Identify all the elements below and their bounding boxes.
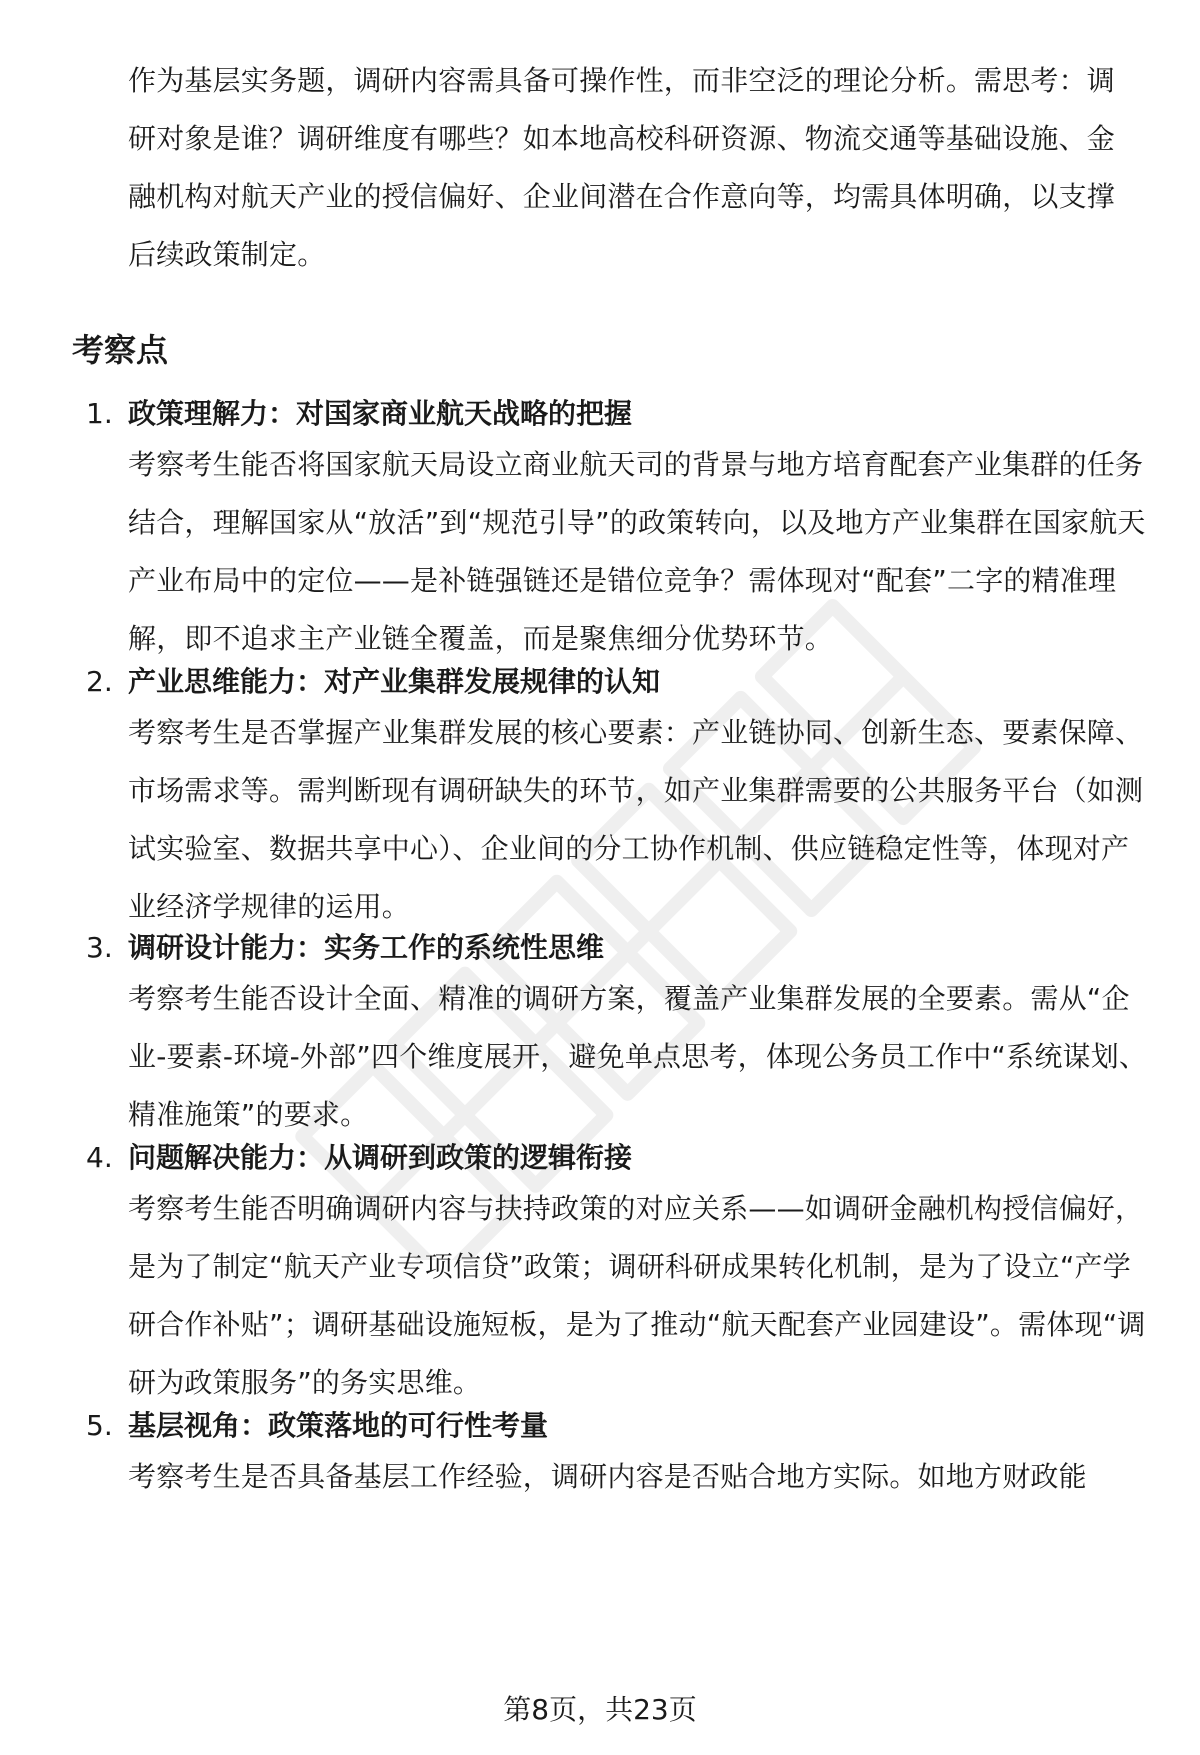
list-item-title: 调研设计能力：实务工作的系统性思维 — [128, 931, 605, 964]
list-item-title: 问题解决能力：从调研到政策的逻辑衔接 — [128, 1141, 633, 1174]
list-item-number: 5. — [86, 1409, 113, 1442]
list-item-body: 考察考生能否明确调研内容与扶持政策的对应关系——如调研金融机构授信偏好，是为了制定“航天产业专项信贷”政策；调研科研成果转化机制，是为了设立“产学研合作补贴”；调研基础设施短板，是为了推动“航天配套产业园建设”。需体现“调研为政策服务”的务实思维。 — [128, 1192, 1146, 1399]
page-number-footer: 第8页，共23页 — [503, 1693, 697, 1726]
list-item-number: 1. — [86, 397, 113, 430]
list-item-number: 2. — [86, 665, 113, 698]
list-item-title: 基层视角：政策落地的可行性考量 — [128, 1409, 549, 1442]
list-item-number: 4. — [86, 1141, 113, 1174]
section-heading: 考察点 — [72, 331, 169, 369]
list-item-body: 考察考生能否将国家航天局设立商业航天司的背景与地方培育配套产业集群的任务结合，理解国家从“放活”到“规范引导”的政策转向，以及地方产业集群在国家航天产业布局中的定位——是补链强链还是错位竞争？需体现对“配套”二字的精准理解，即不追求主产业链全覆盖，而是聚焦细分优势环节。 — [128, 448, 1146, 655]
list-item-body: 考察考生是否具备基层工作经验，调研内容是否贴合地方实际。如地方财政能 — [128, 1460, 1087, 1493]
list-item-body: 考察考生能否设计全面、精准的调研方案，覆盖产业集群发展的全要素。需从“企业-要素-环境-外部”四个维度展开，避免单点思考，体现公务员工作中“系统谋划、精准施策”的要求。 — [128, 982, 1148, 1131]
list-item-title: 产业思维能力：对产业集群发展规律的认知 — [128, 665, 661, 698]
list-item-body: 考察考生是否掌握产业集群发展的核心要素：产业链协同、创新生态、要素保障、市场需求等。需判断现有调研缺失的环节，如产业集群需要的公共服务平台（如测试实验室、数据共享中心）、企业间的分工协作机制、供应链稳定性等，体现对产业经济学规律的运用。 — [128, 716, 1144, 923]
list-item-number: 3. — [86, 931, 113, 964]
intro-paragraph: 作为基层实务题，调研内容需具备可操作性，而非空泛的理论分析。需思考：调研对象是谁？调研维度有哪些？如本地高校科研资源、物流交通等基础设施、金融机构对航天产业的授信偏好、企业间潜在合作意向等，均需具体明确，以支撑后续政策制定。 — [128, 64, 1116, 271]
list-item-title: 政策理解力：对国家商业航天战略的把握 — [128, 397, 633, 430]
